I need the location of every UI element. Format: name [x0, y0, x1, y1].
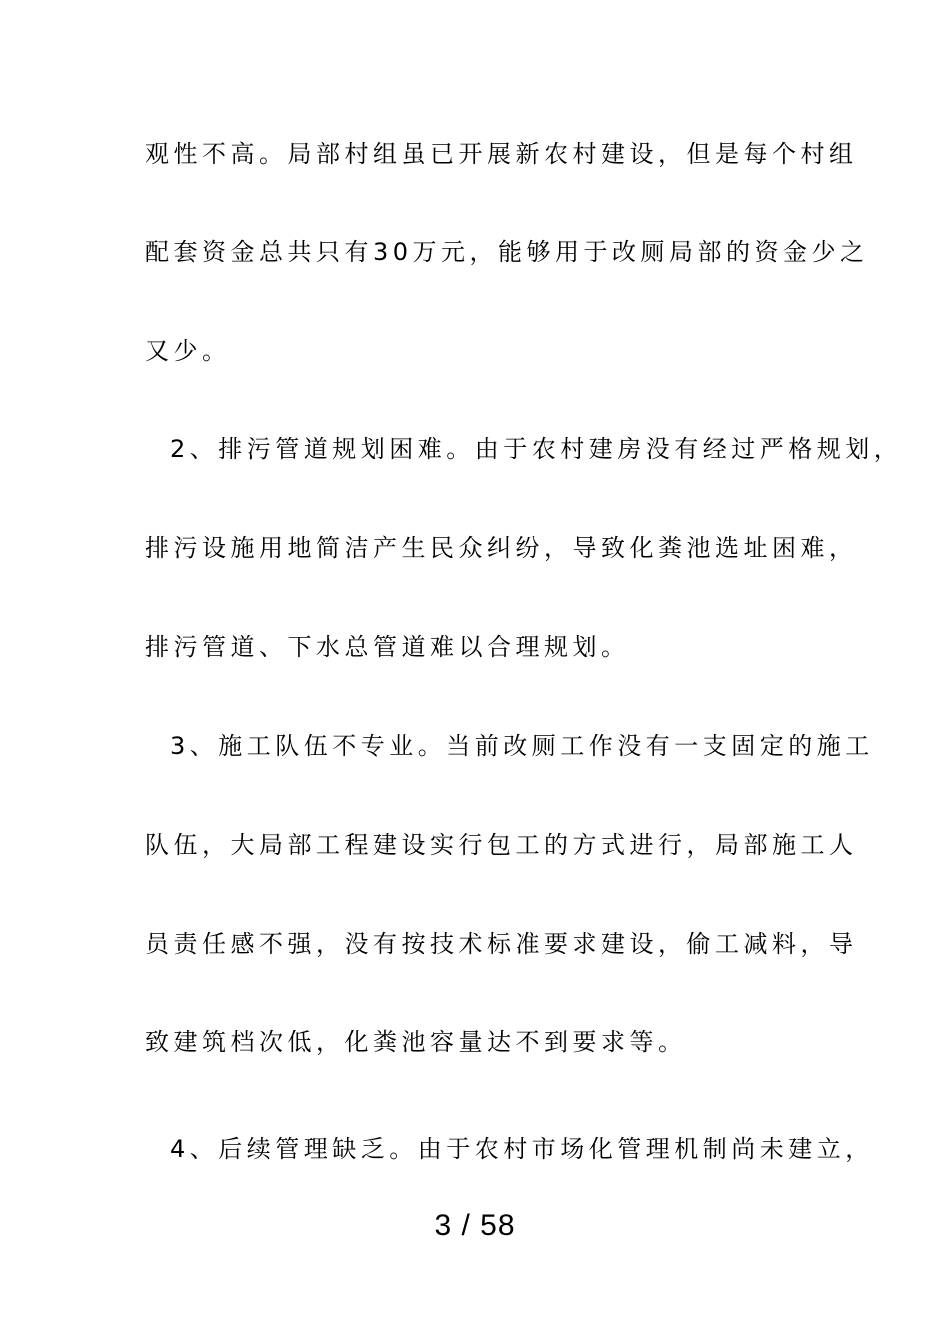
text-line: 队伍，大局部工程建设实行包工的方式进行，局部施工人: [145, 831, 858, 859]
page-number: 3 / 58: [434, 1209, 516, 1242]
text-line: 致建筑档次低，化粪池容量达不到要求等。: [145, 1028, 687, 1056]
text-line: 3、施工队伍不专业。当前改厕工作没有一支固定的施工: [170, 732, 874, 760]
text-line: 又少。: [145, 337, 231, 365]
text-line: 排污设施用地简洁产生民众纠纷，导致化粪池选址困难，: [145, 534, 858, 562]
text-line: 4、后续管理缺乏。由于农村市场化管理机制尚未建立，: [170, 1135, 874, 1163]
text-line: 配套资金总共只有30万元，能够用于改厕局部的资金少之: [145, 238, 869, 266]
text-line: 2、排污管道规划困难。由于农村建房没有经过严格规划，: [170, 435, 903, 463]
text-line: 观性不高。局部村组虽已开展新农村建设，但是每个村组: [145, 140, 858, 168]
text-line: 排污管道、下水总管道难以合理规划。: [145, 633, 630, 661]
text-line: 员责任感不强，没有按技术标准要求建设，偷工减料，导: [145, 930, 858, 958]
